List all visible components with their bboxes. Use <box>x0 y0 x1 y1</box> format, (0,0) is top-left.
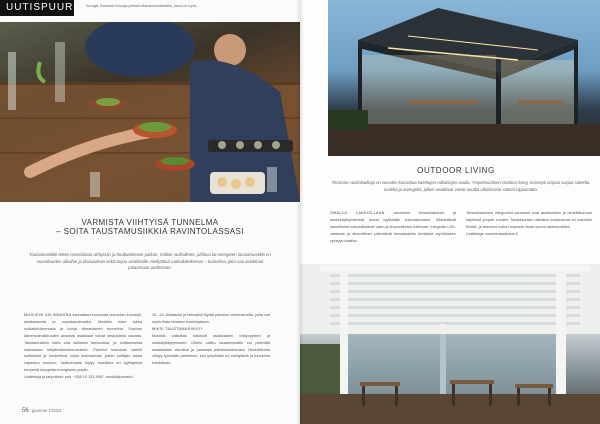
outdoor-column-1-subhead: OMALLA LAKEISLLAAN <box>330 211 385 215</box>
section-tab <box>0 0 90 16</box>
header-caption: Kuvaaja: Ravintola Kuvaaja yhteisiin tilakokousmaisteihin, joissa on myös... <box>86 4 200 8</box>
page-footer <box>22 408 61 414</box>
column-1-contact: Lisätietoja ja tarjoukset: puh. +358 10 123 4567, musiikkipalvelut. <box>24 375 134 380</box>
headline-line-2: – SOITA TAUSTAMUSIIKKIA RAVINTOLASSASI <box>56 227 244 236</box>
page-number: 56 <box>22 408 29 414</box>
pergola-night-illustration <box>328 0 600 156</box>
article-column-1 <box>24 312 142 381</box>
column-1-subhead: MUSIIKIN VALINNASSA <box>24 313 72 317</box>
outdoor-column-1-body: varustetut terassikatokset ja lasiseinäjärjestelmät luovat tyylikkään kokonaisuuden. Säädettävät lamellikatot mahdollistavat valon ja ilmanvaihdon hallinnan. Integroitu LED-valaistus ja lämmittimet pidentävät terassikautta keväästä myöhäiseen syksyyn saakka. <box>330 211 456 243</box>
article-headline <box>30 218 270 236</box>
outdoor-lead: Terassien aukioloaikoja on vaivaton kasvattaa katettujen ratkaisujen avulla. Ympärivuotinen Outdoor living -konsepti tarjoaa suojaa sateelta, tuulelta ja auringolta, jolloin asiakkaat voivat nauttia ulkoilmasta säästä riippumatta. <box>331 180 591 192</box>
pergola-day-illustration <box>300 264 600 424</box>
outdoor-column-2 <box>466 210 592 238</box>
section-label: UUTISPUUROA <box>6 2 90 13</box>
dining-illustration <box>0 22 300 202</box>
photo-terrace-pergola-night <box>328 0 600 156</box>
column-2-body: 10.–14. Aikataulut ja hinnastot löydät palvelun verkkosivuilta, joilta voit myös tilata ilmaisen kokeilujakson. <box>152 313 270 324</box>
column-1-body: kannattaa huomioida ravintolan konsepti, asiakaskunta ja vuorokaudenaika. Musiikin tulee tukea ruokailukokemusta ja luoda oikeanlainen tunnelma. Sopivan äänenvoimakkuuden ansiosta asiakkaat voivat keskustella vaivatta. Taustamusiikin tulee olla laillisesti lisensoitua, ja soittamisesta maksetaan tekijänoikeuskorvaukset. Palvelut kokoavat valmiit soittolistat ja huolehtivat myös lisensseistä, jolloin yrittäjän aikaa vapautuu muuhun. Valikoimasta löytyy musiikkia eri tyylilajeista kevyestä loungesta energiseen popiin. <box>24 313 142 373</box>
outdoor-headline: OUTDOOR LIVING <box>417 166 495 175</box>
column-2-subhead: MIKSI TAUSTAMUSIIKKI? <box>152 326 203 331</box>
page-gutter <box>296 0 304 424</box>
article-lead: Taustamusiikki tekee ravintolasta viihtyisän ja houkuttelevan paikan. Valitse rauhallinen, juhlava tai energinen taustamusiikki eri vuorokauden aikoihin ja tilaisuuksiin sekä tarjoa asiakkaille miellyttävä ruokailukokemus – tunnelma, joka saa asiakkaat palaamaan uudestaan. <box>29 252 271 271</box>
outdoor-column-1 <box>330 210 456 245</box>
photo-terrace-pergola-day <box>300 264 600 424</box>
column-2-body-2: Musiikki vaikuttaa tutkitusti asiakkaiden viihtyvyyteen ja ostokäyttäytymiseen. Oikein valittu taustamusiikki voi pidentää asiakkaiden vierailua ja parantaa palvelukokemusta. Henkilökunta viihtyy työssään paremmin, kun ympäristö on miellyttävä ja tunnelma kohdallaan. <box>152 333 270 366</box>
publication-name: gourmet 1/2023 <box>31 408 62 413</box>
photo-restaurant-dining <box>0 22 300 202</box>
article-column-2 <box>152 312 270 367</box>
headline-line-1: VARMISTA VIIHTYISÄ TUNNELMA <box>81 218 219 227</box>
outdoor-column-2-contact: Lisätietoja: www.terassikatos.fi <box>466 231 518 236</box>
outdoor-column-2-body: Terassikatoksen integroidut varusteet ovat asiakkaiden ja henkilökunnan käytössä ympäri vuoden. Modulaariset ratkaisut mukautuvat eri kokoisiin tiloihin, ja asennus hoituu nopeasti ilman suuria rakennustöitä. <box>466 211 592 229</box>
